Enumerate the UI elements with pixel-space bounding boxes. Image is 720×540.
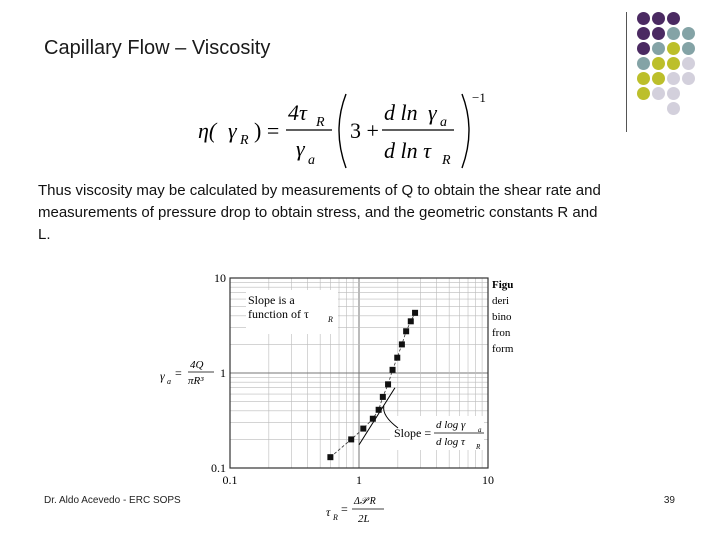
eq-den-gamma: γ <box>296 136 305 161</box>
eq-left-paren <box>339 94 346 168</box>
eq-den-sub-r: R <box>442 153 451 168</box>
caption-fragment: Figu <box>492 279 514 291</box>
eq-num-dln: d ln <box>384 100 418 125</box>
data-point <box>348 436 354 442</box>
eq-num-4tau: 4τ <box>288 100 307 125</box>
eq-den-sub-a: a <box>308 153 315 168</box>
y-label-eq: = <box>175 366 182 380</box>
eq-num-sub-r: R <box>316 115 325 130</box>
y-label-den: πR³ <box>188 375 204 387</box>
eq-sub-r: R <box>240 133 249 148</box>
y-label-sub: a <box>167 377 171 386</box>
data-point <box>412 310 418 316</box>
eq-close: ) = <box>254 118 280 143</box>
viscosity-equation <box>196 88 496 173</box>
data-point <box>399 341 405 347</box>
decorative-divider <box>626 12 627 132</box>
data-point <box>380 394 386 400</box>
eq-eta: η( <box>198 118 217 143</box>
flow-curve-figure <box>150 266 525 528</box>
data-point <box>403 328 409 334</box>
caption-fragment: deri <box>492 295 510 307</box>
slope-eq-den-sub: R <box>476 443 481 451</box>
x-label-tau: τ <box>326 505 331 519</box>
x-label-sub: R <box>333 513 338 522</box>
decorative-dot <box>667 102 680 115</box>
decorative-dot <box>652 57 665 70</box>
data-point <box>360 426 366 432</box>
y-tick-label: 1 <box>220 366 226 380</box>
x-label-eq: = <box>341 502 348 516</box>
x-tick-label: 0.1 <box>222 473 238 487</box>
y-tick-label: 10 <box>214 271 226 285</box>
slope-eq-den: d log τ <box>436 436 465 448</box>
decorative-dot <box>682 72 695 85</box>
slope-note-line-2: function of τ <box>248 307 309 321</box>
decorative-dot <box>682 57 695 70</box>
decorative-dot <box>652 87 665 100</box>
decorative-dot <box>637 42 650 55</box>
footer-author: Dr. Aldo Acevedo - ERC SOPS <box>44 495 181 506</box>
decorative-dot <box>652 72 665 85</box>
caption-fragment: bino <box>492 311 512 323</box>
decorative-dot <box>682 42 695 55</box>
decorative-dot <box>667 72 680 85</box>
decorative-dot <box>637 12 650 25</box>
decorative-dot <box>637 72 650 85</box>
x-label-den: 2L <box>358 513 370 525</box>
eq-gamma-r: γ <box>228 118 237 143</box>
x-label-num: Δ𝒫 R <box>354 496 376 507</box>
data-point <box>394 355 400 361</box>
caption-fragment: form <box>492 343 514 355</box>
y-tick-label: 0.1 <box>211 461 226 475</box>
decorative-dot <box>652 12 665 25</box>
decorative-dot <box>637 27 650 40</box>
eq-right-paren <box>462 94 469 168</box>
eq-exponent: −1 <box>472 90 486 105</box>
eq-num-sub-a: a <box>440 115 447 130</box>
eq-num-gamma: γ <box>428 100 437 125</box>
decorative-dot <box>652 27 665 40</box>
slide-title: Capillary Flow – Viscosity <box>44 37 271 59</box>
slope-eq-num: d log γ <box>436 419 466 431</box>
data-point <box>390 367 396 373</box>
tangent-line <box>359 388 395 445</box>
x-tick-label: 10 <box>482 473 494 487</box>
x-tick-label: 1 <box>356 473 362 487</box>
decorative-dot <box>637 57 650 70</box>
slope-note-sub: R <box>328 315 333 324</box>
decorative-dot <box>682 27 695 40</box>
slope-eq-num-sub: a <box>478 426 482 434</box>
data-point <box>376 407 382 413</box>
y-label-gamma: γ <box>160 369 165 383</box>
page-number: 39 <box>663 495 675 506</box>
decorative-dot <box>667 42 680 55</box>
slope-eq-label: Slope = <box>394 426 432 440</box>
eq-three-plus: 3 + <box>350 118 379 143</box>
decorative-dot <box>667 87 680 100</box>
decorative-dot <box>667 27 680 40</box>
y-label-num: 4Q <box>190 359 204 371</box>
data-point <box>385 381 391 387</box>
decorative-dot <box>637 87 650 100</box>
body-paragraph: Thus viscosity may be calculated by measurements of Q to obtain the shear rate and measurements of pressure drop to obtain stress, and the geometric constants R and L. <box>38 182 601 243</box>
caption-fragment: fron <box>492 327 511 339</box>
decorative-dot <box>667 12 680 25</box>
data-point <box>408 318 414 324</box>
eq-den-dlntau: d ln τ <box>384 138 431 163</box>
decorative-dot <box>652 42 665 55</box>
data-point <box>370 416 376 422</box>
log-log-plot <box>150 266 525 528</box>
data-point <box>327 454 333 460</box>
decorative-dot <box>667 57 680 70</box>
slope-note-line-1: Slope is a <box>248 293 295 307</box>
